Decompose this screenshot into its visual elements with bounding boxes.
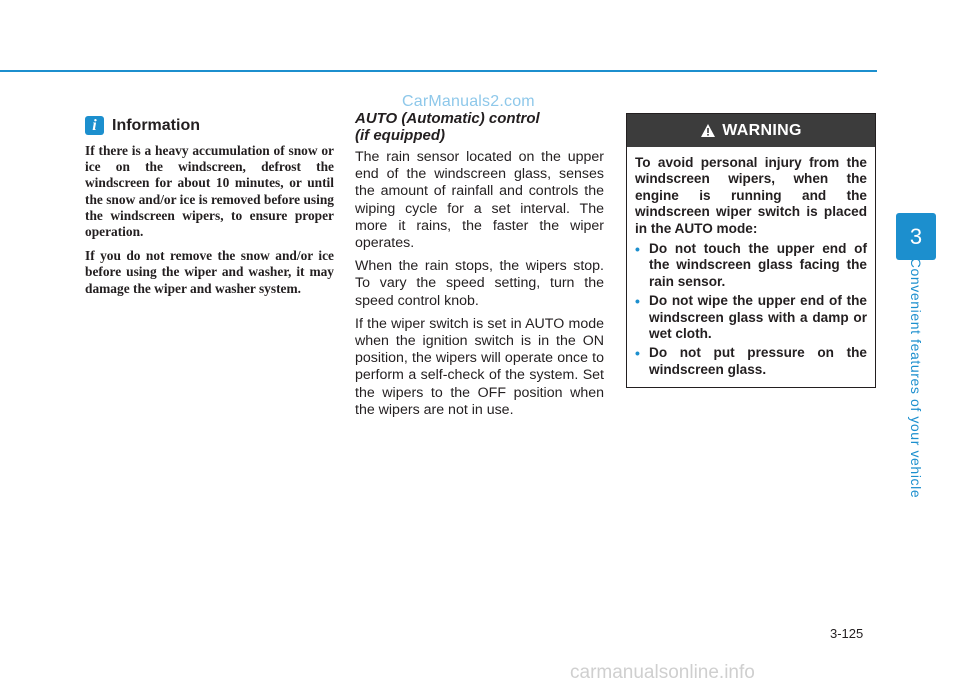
- information-body: [85, 143, 334, 305]
- warning-body: [627, 147, 875, 378]
- information-paragraph: If there is a heavy accumulation of snow or ice on the windscreen, defrost the windscreen for about 10 minutes, or until the snow and/or ice is removed before using the windscreen wipers, to ensure proper operation.: [85, 143, 334, 240]
- bullet-icon: •: [635, 241, 640, 258]
- watermark-bottom: carmanualsonline.info: [570, 662, 755, 683]
- auto-control-body: [355, 149, 604, 425]
- page-number: 3-125: [830, 626, 864, 641]
- warning-box: [626, 113, 876, 388]
- warning-intro: To avoid personal injury from the windscreen wipers, when the engine is running and the windscreen wiper switch is placed in the AUTO mode:: [635, 155, 867, 236]
- warning-header: [627, 114, 875, 147]
- watermark-top: CarManuals2.com: [402, 93, 535, 110]
- header-rule: [0, 70, 877, 72]
- warning-item: [635, 345, 867, 378]
- info-icon: i: [85, 116, 104, 135]
- warning-item-text: Do not touch the upper end of the windscreen glass facing the rain sensor.: [649, 241, 867, 289]
- warning-triangle-icon: [700, 123, 716, 138]
- auto-paragraph: When the rain stops, the wipers stop. To vary the speed setting, turn the speed control knob.: [355, 258, 604, 309]
- warning-item-text: Do not put pressure on the windscreen glass.: [649, 345, 867, 377]
- information-heading: [85, 116, 200, 135]
- information-title: Information: [112, 116, 200, 134]
- auto-control-heading: [355, 110, 615, 144]
- chapter-title: Convenient features of your vehicle: [908, 257, 924, 499]
- warning-label: WARNING: [722, 121, 802, 139]
- auto-paragraph: If the wiper switch is set in AUTO mode when the ignition switch is in the ON position, the wipers will operate once to perform a self-check of the system. Set the wipers to the OFF position when the wipers are not in use.: [355, 315, 604, 418]
- warning-item: [635, 241, 867, 290]
- chapter-tab: 3: [896, 213, 936, 260]
- auto-control-title: AUTO (Automatic) control: [355, 110, 540, 127]
- bullet-icon: •: [635, 293, 640, 310]
- warning-list: [635, 241, 867, 378]
- warning-item: [635, 293, 867, 342]
- information-paragraph: If you do not remove the snow and/or ice before using the wiper and washer, it may damage the wiper and washer system.: [85, 248, 334, 296]
- auto-control-subtitle: (if equipped): [355, 127, 445, 144]
- auto-paragraph: The rain sensor located on the upper end of the windscreen glass, senses the amount of rainfall and controls the wiping cycle for a set interval. The more it rains, the faster the wiper operates.: [355, 149, 604, 252]
- warning-item-text: Do not wipe the upper end of the windscreen glass with a damp or wet cloth.: [649, 293, 867, 342]
- bullet-icon: •: [635, 345, 640, 362]
